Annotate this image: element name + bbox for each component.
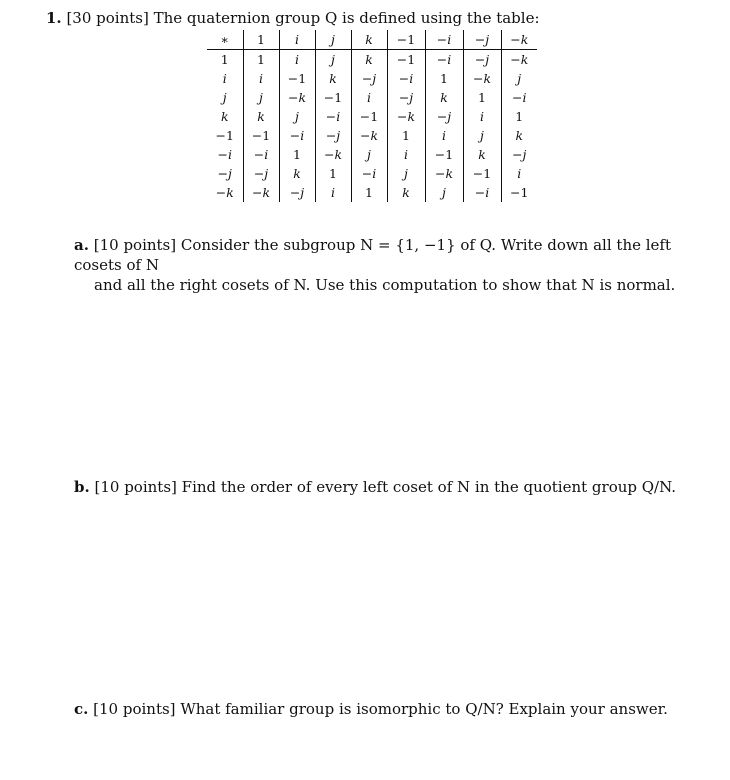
part-c-points: [10 points] (93, 700, 176, 718)
table-cell: k (387, 183, 425, 202)
table-cell: −1 (279, 69, 315, 88)
table-cell: −j (387, 88, 425, 107)
part-b-text: Find the order of every left coset of N in the quotient group Q/N. (181, 478, 677, 496)
table-cell: 1 (387, 126, 425, 145)
part-b-label: b. (74, 478, 90, 496)
table-row (207, 107, 537, 126)
table-row (207, 126, 537, 145)
part-a-points: [10 points] (93, 236, 177, 254)
table-cell: −j (463, 50, 501, 70)
table-cell: −j (501, 145, 537, 164)
table-row-label: −j (217, 166, 232, 181)
table-header-cell: i (279, 30, 315, 50)
table-cell: k (315, 69, 351, 88)
table-cell: 1 (315, 164, 351, 183)
table-header-cell: k (351, 30, 387, 50)
table-cell: k (425, 88, 463, 107)
table-cell: i (279, 50, 315, 70)
problem-number: 1. (46, 9, 62, 27)
cayley-table-container (207, 30, 537, 202)
table-cell: −1 (351, 107, 387, 126)
table-row-label: i (222, 71, 227, 86)
table-header-cell: 1 (243, 30, 279, 50)
table-cell: k (501, 126, 537, 145)
table-cell: j (463, 126, 501, 145)
table-cell: −1 (425, 145, 463, 164)
table-cell: −i (279, 126, 315, 145)
table-cell: i (463, 107, 501, 126)
part-a-label: a. (74, 236, 89, 254)
table-cell: −i (425, 50, 463, 70)
table-cell: j (279, 107, 315, 126)
part-c-label: c. (74, 700, 89, 718)
table-cell: −1 (387, 50, 425, 70)
part-b (74, 477, 676, 497)
table-cell: −1 (243, 126, 279, 145)
cayley-table (207, 30, 537, 202)
table-cell: j (243, 88, 279, 107)
table-cell: −k (279, 88, 315, 107)
part-a (74, 235, 694, 295)
table-cell: −k (351, 126, 387, 145)
table-cell: −1 (463, 164, 501, 183)
table-cell: −i (243, 145, 279, 164)
table-header-cell: −1 (387, 30, 425, 50)
table-cell: −j (243, 164, 279, 183)
problem-intro: The quaternion group Q is defined using the table: (153, 9, 540, 27)
table-cell: −k (315, 145, 351, 164)
table-row-label: 1 (220, 52, 229, 67)
table-cell: −j (425, 107, 463, 126)
table-row-label: k (220, 109, 229, 124)
table-cell: −j (279, 183, 315, 202)
table-cell: −i (387, 69, 425, 88)
table-cell: −i (351, 164, 387, 183)
table-cell: i (315, 183, 351, 202)
table-cell: −i (501, 88, 537, 107)
table-cell: i (501, 164, 537, 183)
table-cell: i (243, 69, 279, 88)
table-row (207, 164, 537, 183)
table-cell: 1 (351, 183, 387, 202)
table-row-label: −1 (215, 128, 234, 143)
table-row-label: −i (217, 147, 232, 162)
table-row (207, 50, 537, 70)
table-cell: −k (501, 50, 537, 70)
table-row (207, 183, 537, 202)
table-cell: 1 (501, 107, 537, 126)
table-cell: −i (315, 107, 351, 126)
table-cell: j (425, 183, 463, 202)
part-c (74, 699, 668, 719)
table-cell: −j (315, 126, 351, 145)
table-cell: k (351, 50, 387, 70)
part-b-points: [10 points] (94, 478, 177, 496)
table-cell: j (387, 164, 425, 183)
part-a-line1: Consider the subgroup N = {1, −1} of Q. Write down all the left cosets of N (74, 236, 672, 274)
table-header-cell: j (315, 30, 351, 50)
problem-points: [30 points] (66, 9, 149, 27)
part-a-line2: and all the right cosets of N. Use this computation to show that N is normal. (94, 276, 676, 294)
table-cell: −k (387, 107, 425, 126)
table-cell: −1 (501, 183, 537, 202)
table-header-cell: −j (463, 30, 501, 50)
table-row-label: j (222, 90, 227, 105)
table-corner-cell: ∗ (207, 30, 243, 50)
table-cell: 1 (463, 88, 501, 107)
table-cell: −k (243, 183, 279, 202)
table-cell: j (315, 50, 351, 70)
table-cell: k (463, 145, 501, 164)
table-cell: 1 (243, 50, 279, 70)
table-cell: −1 (315, 88, 351, 107)
table-cell: −k (425, 164, 463, 183)
table-row (207, 69, 537, 88)
table-cell: −k (463, 69, 501, 88)
table-cell: i (351, 88, 387, 107)
table-cell: −j (351, 69, 387, 88)
table-cell: k (243, 107, 279, 126)
table-cell: 1 (425, 69, 463, 88)
table-row (207, 145, 537, 164)
table-row (207, 88, 537, 107)
problem-header (46, 8, 540, 28)
table-cell: j (501, 69, 537, 88)
table-cell: 1 (279, 145, 315, 164)
table-cell: i (387, 145, 425, 164)
table-header-row (207, 30, 537, 50)
table-cell: i (425, 126, 463, 145)
table-cell: j (351, 145, 387, 164)
table-row-label: −k (215, 185, 234, 200)
part-c-text: What familiar group is isomorphic to Q/N? Explain your answer. (180, 700, 668, 718)
table-header-cell: −k (501, 30, 537, 50)
table-cell: −i (463, 183, 501, 202)
table-cell: k (279, 164, 315, 183)
table-header-cell: −i (425, 30, 463, 50)
